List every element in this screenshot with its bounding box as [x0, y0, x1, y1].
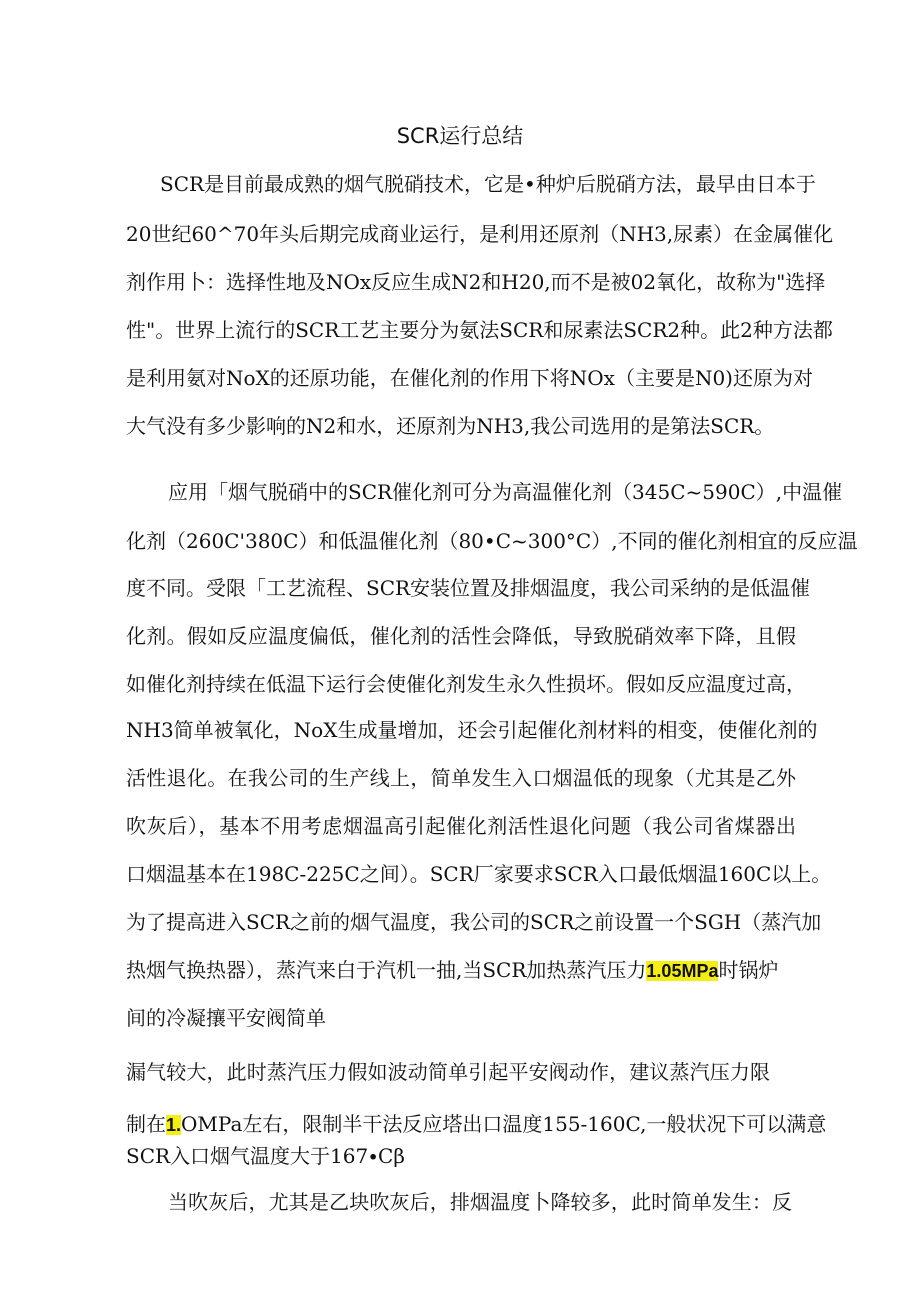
pressure-highlight-1: 1.05MPa — [646, 961, 719, 981]
paragraph-1-line-5: 是利用氨对NoX的还原功能，在催化剂的作用下将NOx（主要是N0)还原为对 — [126, 366, 813, 390]
paragraph-2-line-12: 间的冷凝攘平安阀简单 — [126, 1006, 326, 1030]
page-title: SCR运行总结 — [396, 124, 524, 148]
paragraph-2-line-3: 度不同。受限「工艺流程、SCR安装位置及排烟温度，我公司采纳的是低温催 — [126, 576, 811, 600]
paragraph-2-line-9: 口烟温基本在198C-225C之间）。SCR厂家要求SCR入口最低烟温160C以上。 — [126, 862, 832, 886]
paragraph-1-line-2: 20世纪60^70年头后期完成商业运行，是利用还原剂（NH3,尿素）在金属催化 — [126, 222, 834, 246]
line-2-text-a: 制在 — [126, 1112, 166, 1136]
paragraph-2-line-5: 如催化剂持续在低温下运行会使催化剂发生永久性损坏。假如反应温度过高， — [126, 672, 806, 696]
line-2-text-b: OMPa左右，限制半干法反应塔出口温度155-160C,一般状况下可以满意 — [181, 1112, 827, 1136]
paragraph-1-line-3: 剂作用卜：选择性地及NOx反应生成N2和H20,而不是被02氧化，故称为"选择 — [126, 270, 826, 294]
paragraph-3-line-2 — [126, 1110, 827, 1139]
line-11-text-b: 时锅炉 — [718, 958, 779, 982]
paragraph-2-line-7: 活性退化。在我公司的生产线上，简单发生入口烟温低的现象（尤其是乙外 — [126, 766, 796, 790]
paragraph-2-line-1: 应用「烟气脱硝中的SCR催化剂可分为高温催化剂（345C~590C）,中温催 — [168, 480, 843, 504]
paragraph-4-line-1: 当吹灰后，尤其是乙块吹灰后，排烟温度卜降较多，此时简单发生：反 — [168, 1190, 792, 1214]
paragraph-1-line-4: 性"。世界上流行的SCR工艺主要分为氨法SCR和尿素法SCR2种。此2种方法都 — [126, 318, 833, 342]
paragraph-3-line-3: SCR入口烟气温度大于167∙Cβ — [126, 1144, 405, 1168]
paragraph-3-line-1: 漏气较大，此时蒸汽压力假如波动简单引起平安阀动作，建议蒸汽压力限 — [126, 1060, 770, 1084]
paragraph-1-line-6: 大气没有多少影响的N2和水，还原剂为NH3,我公司选用的是第法SCR。 — [126, 414, 775, 438]
line-11-text-a: 热烟气换热器），蒸汽来白于汽机一抽,当SCR加热蒸汽压力 — [126, 958, 647, 982]
paragraph-2-line-6: NH3简单被氧化，NoX生成量增加，还会引起催化剂材料的相变，使催化剂的 — [126, 718, 818, 742]
paragraph-2-line-2: 化剂（260C'380C）和低温催化剂（80•C~300°C）,不同的催化剂相宜的反应温 — [126, 529, 858, 553]
paragraph-2-line-11 — [126, 956, 796, 985]
paragraph-1-line-1: SCR是目前最成熟的烟气脱硝技术，它是•种炉后脱硝方法，最早由日本于 — [160, 172, 816, 196]
paragraph-2-line-10: 为了提高进入SCR之前的烟气温度，我公司的SCR之前设置一个SGH（蒸汽加 — [126, 910, 822, 934]
pressure-highlight-2: 1. — [166, 1115, 182, 1135]
paragraph-2-line-4: 化剂。假如反应温度偏低，催化剂的活性会降低，导致脱硝效率下降，且假 — [126, 624, 796, 648]
paragraph-2-line-8: 吹灰后），基本不用考虑烟温高引起催化剂活性退化问题（我公司省煤器出 — [126, 814, 796, 838]
